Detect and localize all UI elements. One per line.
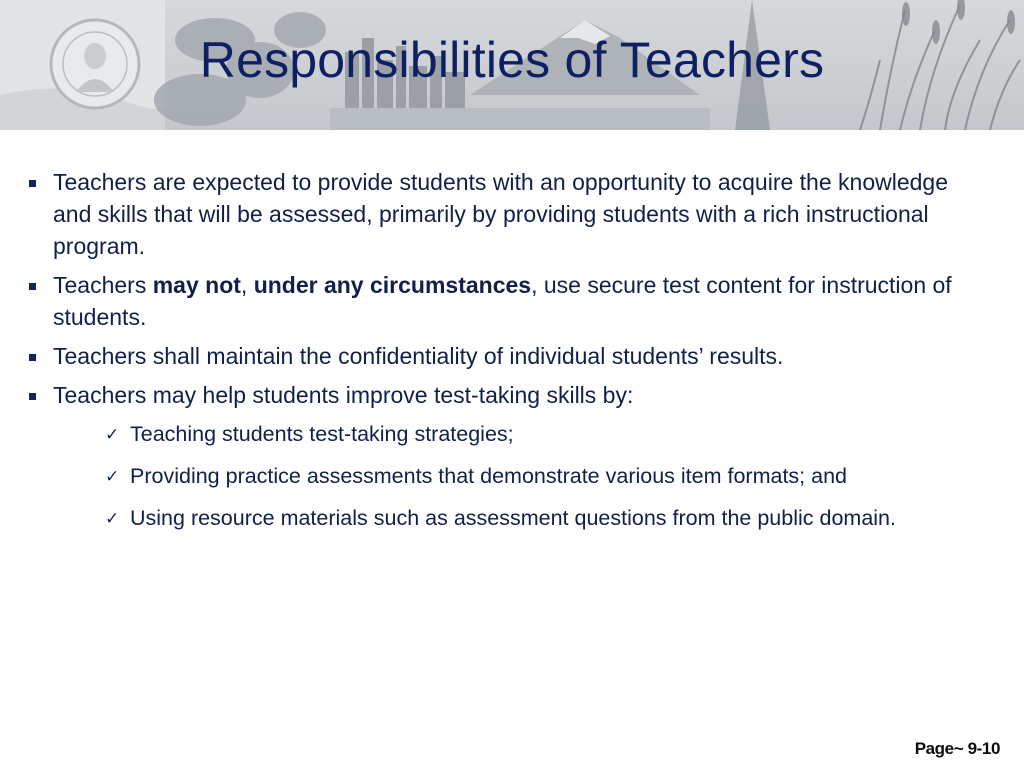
bullet-item	[28, 340, 968, 372]
sub-list-item	[104, 505, 966, 532]
sub-list-item	[104, 463, 966, 490]
bullet-text: Teachers are expected to provide students with an opportunity to acquire the knowledge and skills that will be assessed, primarily by providing students with a rich instructional program.	[53, 169, 949, 259]
bullet-item	[28, 166, 968, 262]
bullet-text: Teachers may help students improve test-taking skills by:	[53, 382, 634, 408]
sub-list	[104, 421, 968, 532]
header-banner	[0, 0, 1024, 130]
bullet-item	[28, 269, 968, 333]
bullet-item	[28, 379, 968, 411]
page-number: Page~ 9-10	[914, 739, 1000, 758]
bullet-emphasis-may-not: may not	[152, 272, 241, 298]
square-bullet-icon	[29, 393, 36, 400]
bullet-text-prefix: Teachers	[53, 272, 153, 298]
bullet-text: Teachers shall maintain the confidentiality of individual students’ results.	[53, 343, 784, 369]
sub-item-text: Using resource materials such as assessment questions from the public domain.	[130, 506, 896, 530]
slide-content	[28, 166, 968, 547]
square-bullet-icon	[29, 283, 36, 290]
bullet-text-suffix: , use secure test content for instruction of students.	[53, 272, 952, 330]
bullet-text-comma: ,	[240, 272, 254, 298]
bullet-emphasis-circumstances: under any circumstances	[253, 272, 532, 298]
sub-item-text: Providing practice assessments that demonstrate various item formats; and	[130, 464, 847, 488]
square-bullet-icon	[29, 180, 36, 187]
checkmark-icon: ✓	[105, 467, 120, 486]
slide-title: Responsibilities of Teachers	[199, 32, 825, 88]
sub-list-item	[104, 421, 966, 448]
checkmark-icon: ✓	[105, 509, 120, 528]
sub-item-text: Teaching students test-taking strategies;	[130, 422, 514, 446]
square-bullet-icon	[29, 354, 36, 361]
checkmark-icon: ✓	[105, 425, 120, 444]
